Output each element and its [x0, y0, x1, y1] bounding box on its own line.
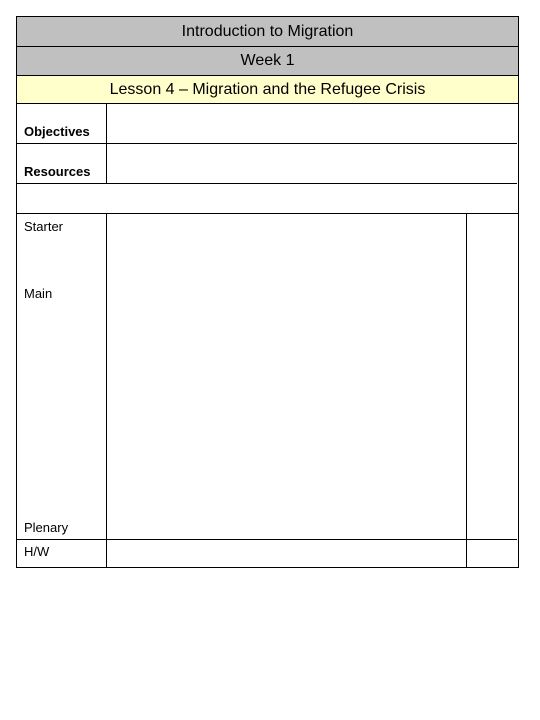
homework-content-cell[interactable]	[107, 540, 467, 567]
activities-content-cell[interactable]	[107, 214, 467, 540]
homework-notes-cell[interactable]	[467, 540, 517, 567]
course-title-cell	[17, 17, 518, 47]
activities-notes-cell[interactable]	[467, 214, 517, 540]
week-label: Week 1	[240, 52, 295, 69]
plenary-label: Plenary	[24, 520, 69, 535]
homework-label: H/W	[24, 544, 50, 559]
starter-label: Starter	[24, 219, 64, 234]
objectives-content-cell[interactable]	[107, 104, 517, 144]
lesson-title: Lesson 4 – Migration and the Refugee Crisis	[109, 80, 426, 98]
course-title: Introduction to Migration	[181, 22, 354, 40]
week-cell	[17, 47, 518, 76]
main-label: Main	[24, 286, 53, 301]
phase-labels-cell	[17, 214, 107, 540]
resources-label-cell	[17, 144, 107, 184]
homework-label-cell	[17, 540, 107, 567]
resources-content-cell[interactable]	[107, 144, 517, 184]
spacer-row	[17, 184, 518, 214]
objectives-label: Objectives	[24, 124, 90, 139]
objectives-label-cell	[17, 104, 107, 144]
resources-label: Resources	[24, 164, 91, 179]
lesson-title-cell	[17, 76, 518, 104]
lesson-plan-table	[16, 16, 519, 568]
